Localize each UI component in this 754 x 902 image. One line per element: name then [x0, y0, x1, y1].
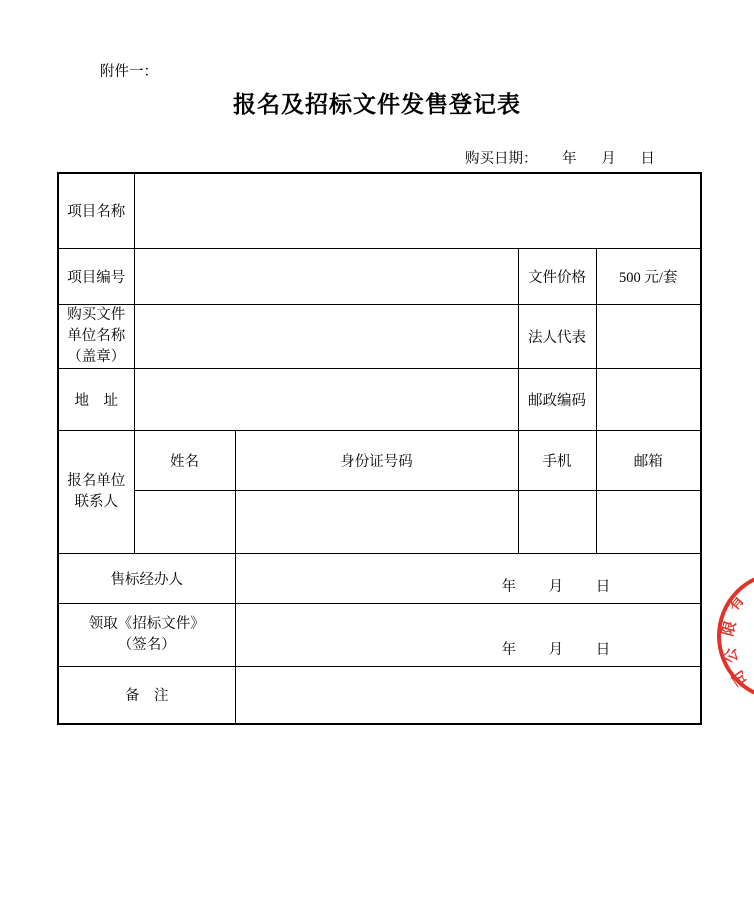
receive-label-line1: 领取《招标文件》	[88, 615, 205, 632]
contact-name-input-cell[interactable]	[134, 490, 235, 553]
purchase-date-month-unit: 月	[601, 151, 616, 167]
contact-id-header-cell: 身份证号码	[235, 430, 518, 490]
document-title: 报名及招标文件发售登记表	[233, 92, 521, 117]
address-label-cell: 地 址	[58, 368, 134, 430]
contact-label-line2: 联系人	[74, 493, 118, 510]
legal-representative-input-cell[interactable]	[596, 304, 701, 368]
document-price-label-cell: 文件价格	[518, 248, 596, 304]
contact-email-input-cell[interactable]	[596, 490, 701, 553]
sale-handler-year-unit: 年	[501, 578, 516, 595]
project-number-label-cell: 项目编号	[58, 248, 134, 304]
receive-month-unit: 月	[548, 641, 564, 658]
postal-code-label-cell: 邮政编码	[518, 368, 596, 430]
remarks-input-cell[interactable]	[235, 666, 701, 724]
sale-handler-month-unit: 月	[548, 578, 564, 595]
contact-email-header-cell: 邮箱	[596, 430, 701, 490]
project-number-input-cell[interactable]	[134, 248, 518, 304]
project-name-label-cell: 项目名称	[58, 173, 134, 248]
sale-handler-date-line	[502, 575, 611, 596]
purchase-date-line	[465, 147, 655, 168]
receive-year-unit: 年	[501, 641, 516, 658]
seal-char: 有	[724, 591, 748, 615]
seal-char: 司	[729, 666, 752, 689]
contact-person-label-cell	[58, 430, 134, 553]
contact-name-header-cell: 姓名	[134, 430, 235, 490]
purchasing-unit-label-line2: 单位名称	[67, 327, 126, 344]
receive-day-unit: 日	[595, 641, 611, 658]
sale-handler-signature-cell[interactable]	[235, 553, 701, 603]
project-name-input-cell[interactable]	[134, 173, 701, 248]
receive-label-line2: （签名）	[117, 636, 176, 653]
purchasing-unit-label-line3: （盖章）	[67, 348, 126, 365]
sale-handler-label-cell: 售标经办人	[58, 553, 235, 603]
contact-id-input-cell[interactable]	[235, 490, 518, 553]
receive-date-line	[502, 638, 611, 659]
address-input-cell[interactable]	[134, 368, 518, 430]
contact-mobile-header-cell: 手机	[518, 430, 596, 490]
seal-char: 公	[721, 646, 742, 665]
contact-label-line1: 报名单位	[67, 472, 126, 489]
receive-signature-cell[interactable]	[235, 603, 701, 666]
purchase-date-label: 购买日期：	[465, 151, 538, 167]
purchase-date-day-unit: 日	[640, 151, 655, 167]
sale-handler-day-unit: 日	[595, 578, 611, 595]
remarks-label-cell: 备 注	[58, 666, 235, 724]
receive-document-label-cell	[58, 603, 235, 666]
purchasing-unit-input-cell[interactable]	[134, 304, 518, 368]
attachment-label: 附件一：	[100, 64, 158, 80]
contact-mobile-input-cell[interactable]	[518, 490, 596, 553]
purchase-date-year-unit: 年	[562, 151, 577, 167]
purchasing-unit-label-line1: 购买文件	[67, 306, 126, 323]
legal-representative-label-cell: 法人代表	[518, 304, 596, 368]
postal-code-input-cell[interactable]	[596, 368, 701, 430]
registration-table	[57, 172, 702, 725]
seal-char: 限	[719, 619, 740, 639]
document-price-value-cell: 500 元/套	[596, 248, 701, 304]
purchasing-unit-label-cell	[58, 304, 134, 368]
